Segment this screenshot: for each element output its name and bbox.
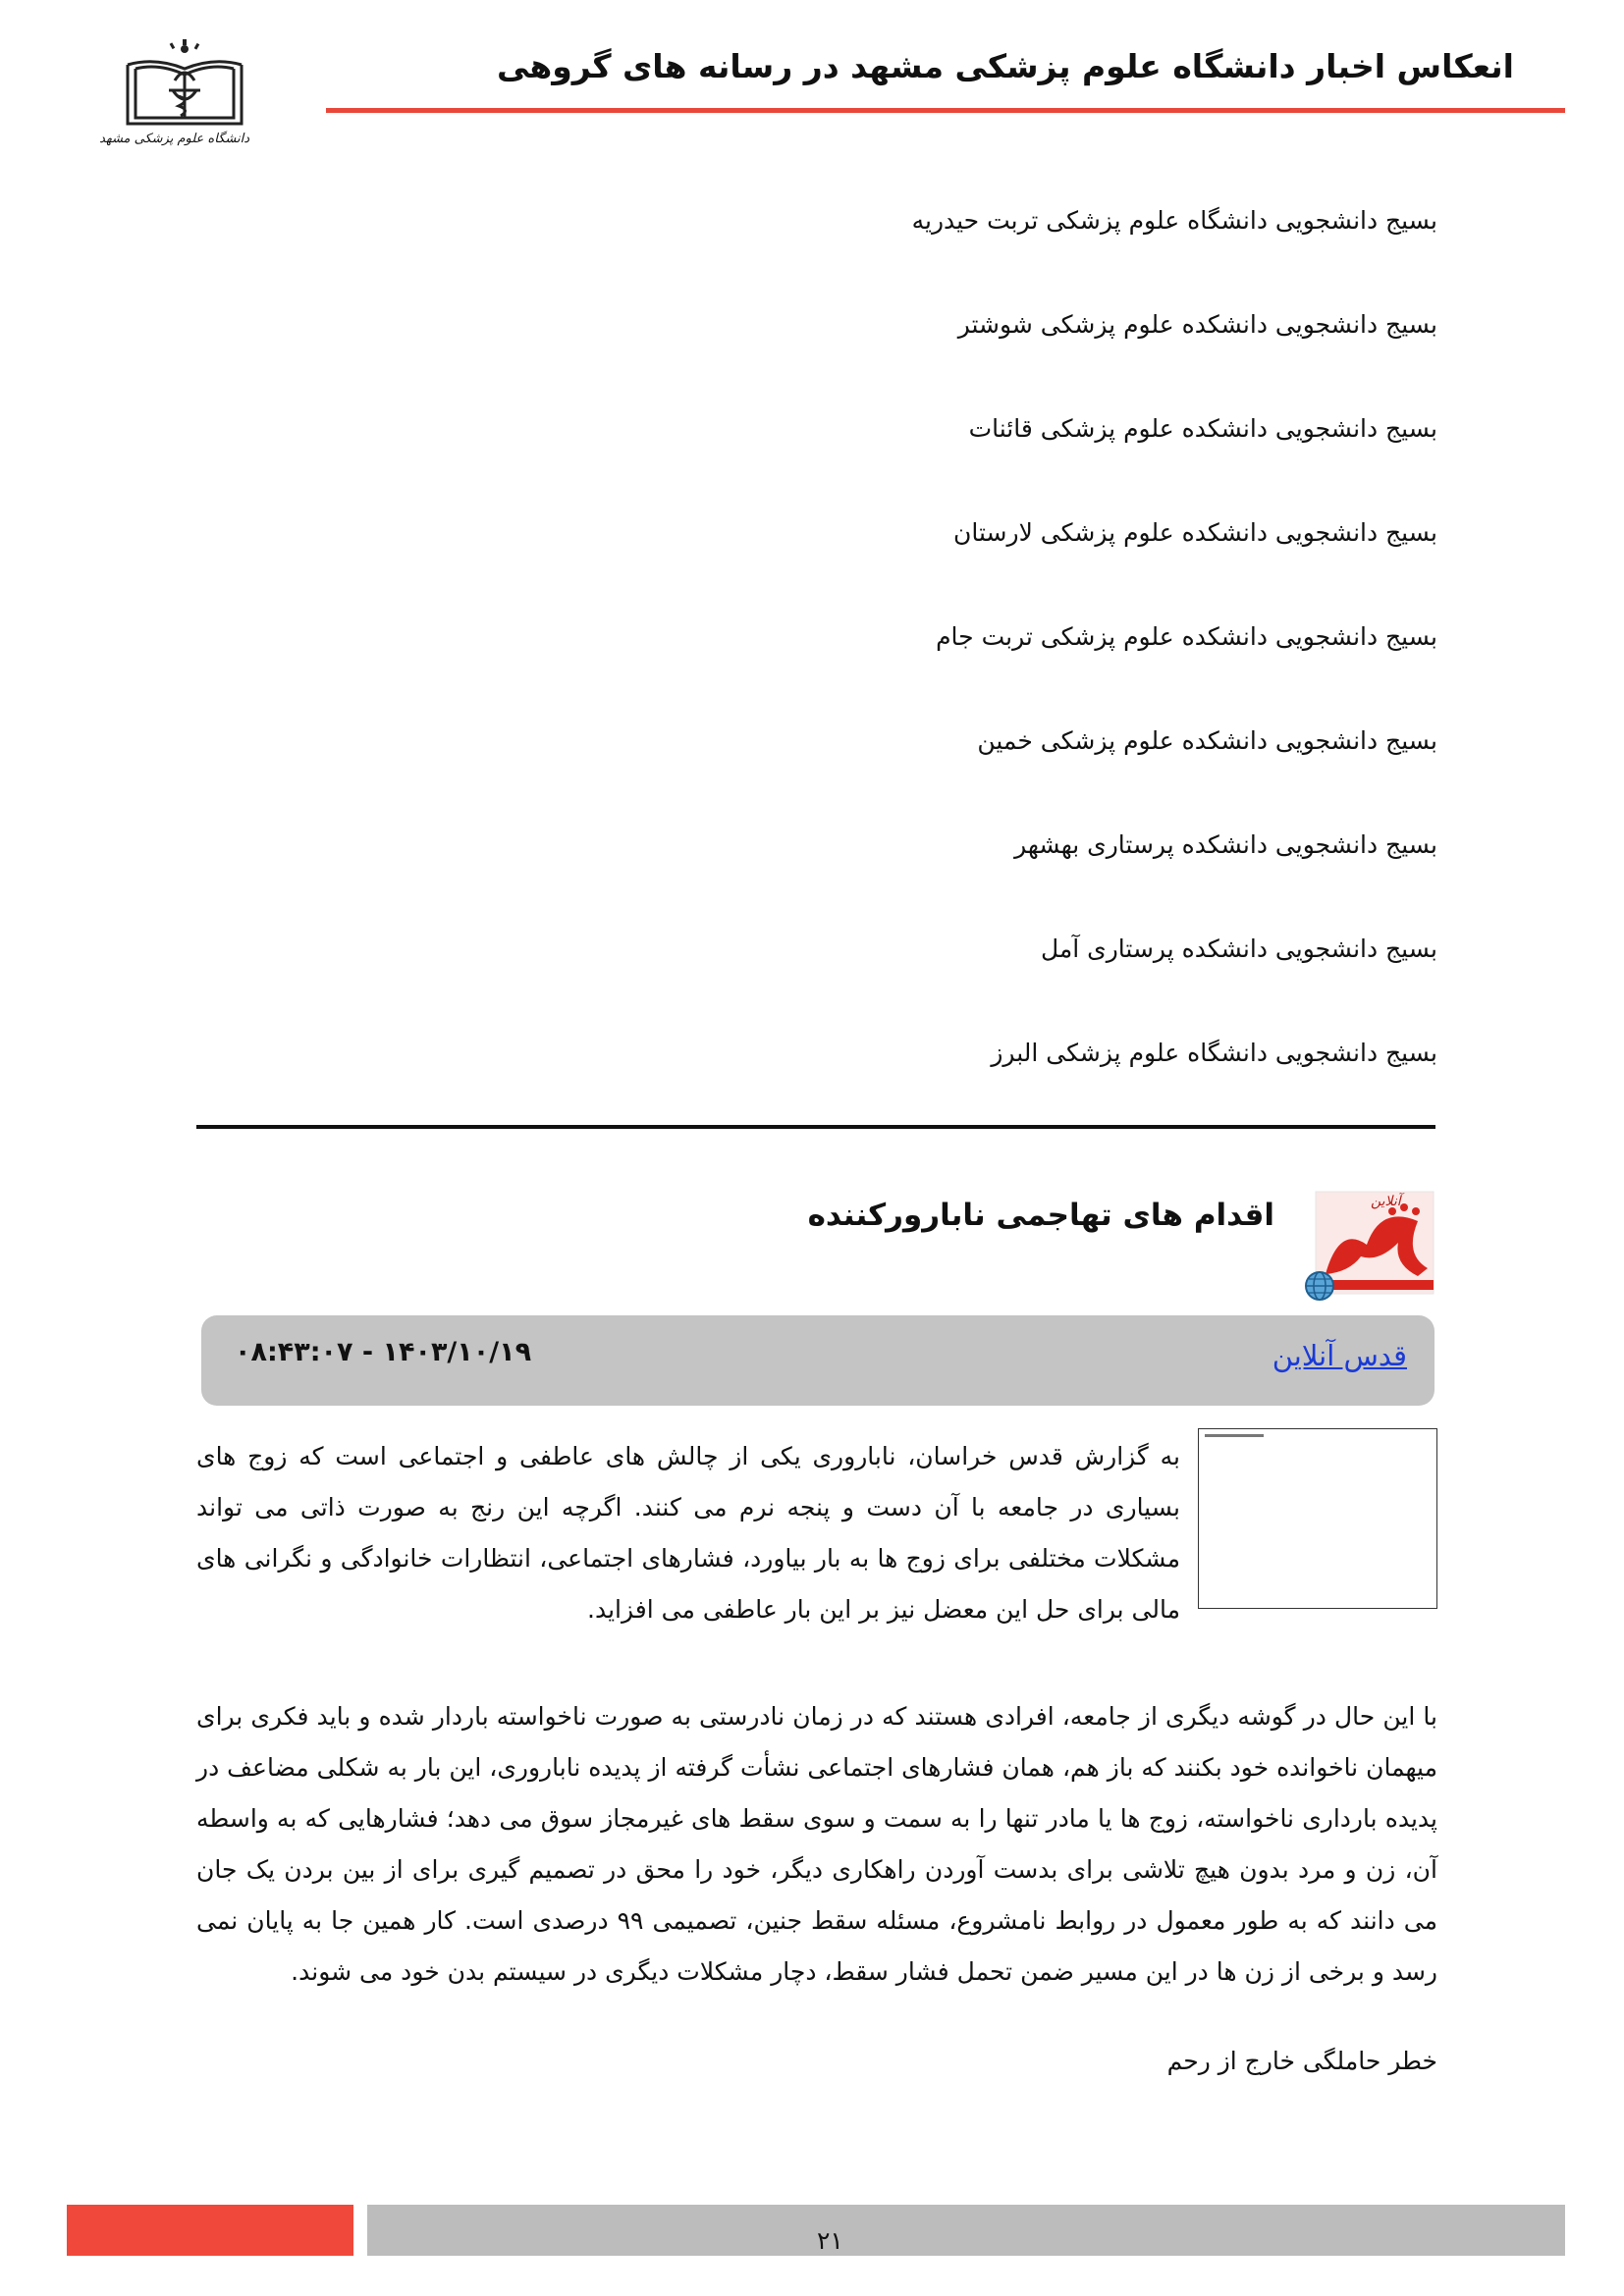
source-link[interactable]: قدس آنلاین (1272, 1339, 1407, 1372)
list-item: بسیج دانشجویی دانشکده علوم پزشکی شوشتر (957, 310, 1437, 339)
publish-datetime: ۱۴۰۳/۱۰/۱۹ - ۰۸:۴۳:۰۷ (235, 1337, 532, 1367)
news-outlet-logo (1310, 1186, 1437, 1308)
list-item: بسیج دانشجویی دانشکده علوم پزشکی لارستان (953, 518, 1437, 547)
source-bar (201, 1315, 1435, 1406)
list-item: بسیج دانشجویی دانشگاه علوم پزشکی البرز (991, 1039, 1437, 1067)
organization-list (554, 201, 1437, 1138)
university-logo (99, 35, 253, 163)
section-divider (196, 1125, 1435, 1129)
list-item: بسیج دانشجویی دانشکده علوم پزشکی خمین (977, 726, 1437, 755)
list-item: بسیج دانشجویی دانشکده علوم پزشکی قائنات (968, 414, 1437, 443)
news-logo-subtext: آنلاین (1371, 1194, 1401, 1209)
news-paragraph: به گزارش قدس خراسان، ناباروری یکی از چالش های عاطفی و اجتماعی است که زوج های بسیاری در جامعه با آن دست و پنجه نرم می کنند. اگرچه این رنج به صورت ذاتی می تواند مشکلات مختلفی برای زوج ها به بار بیاورد، فشارهای اجتماعی، انتظارات خانوادگی و نگرانی های مالی برای حل این معضل نیز بر این بار عاطفی می افزاید. (196, 1442, 1180, 1624)
news-headline: اقدام های تهاجمی نابارورکننده (807, 1198, 1274, 1233)
list-item: بسیج دانشجویی دانشگاه علوم پزشکی تربت حیدریه (911, 206, 1437, 235)
header-rule (326, 108, 1565, 113)
list-item: بسیج دانشجویی دانشکده پرستاری بهشهر (1014, 830, 1437, 859)
footer-accent-bar (67, 2205, 353, 2256)
footer-bar (367, 2205, 1565, 2256)
news-image-placeholder (1198, 1428, 1437, 1609)
list-item: بسیج دانشجویی دانشکده پرستاری آمل (1040, 934, 1437, 963)
news-subheading: خطر حاملگی خارج از رحم (1166, 2047, 1437, 2075)
logo-caption: دانشگاه علوم پزشکی مشهد (99, 132, 249, 146)
list-item: بسیج دانشجویی دانشکده علوم پزشکی تربت جام (936, 622, 1437, 651)
news-paragraph: با این حال در گوشه دیگری از جامعه، افرادی هستند که در زمان نادرستی به صورت ناخواسته باردار شده و باید فکری برای میهمان ناخوانده خود بکنند که باز هم، همان فشارهای اجتماعی نشأت گرفته از پدیده ناباروری، این بار به شکلی مضاعف در پدیده بارداری ناخواسته، زوج ها یا مادر تنها را به سمت و سوی سقط های غیرمجاز سوق می دهد؛ فشارهایی که به واسطه آن، زن و مرد بدون هیچ تلاشی برای بدست آوردن راهکاری دیگر، خود را محق در تصمیم گیری برای از بین بردن یک جان می دانند که به طور معمول در روابط نامشروع، مسئله سقط جنین، تصمیمی ۹۹ درصدی است. کار همین جا به پایان نمی رسد و برخی از زن ها در این مسیر ضمن تحمل فشار سقط، دچار مشکلات دیگری در سیستم بدن خود می شوند. (196, 1702, 1437, 1986)
page-number: ۲۱ (817, 2226, 843, 2255)
page-title: انعکاس اخبار دانشگاه علوم پزشکی مشهد در رسانه های گروهی (497, 47, 1514, 85)
globe-icon (1304, 1270, 1335, 1302)
